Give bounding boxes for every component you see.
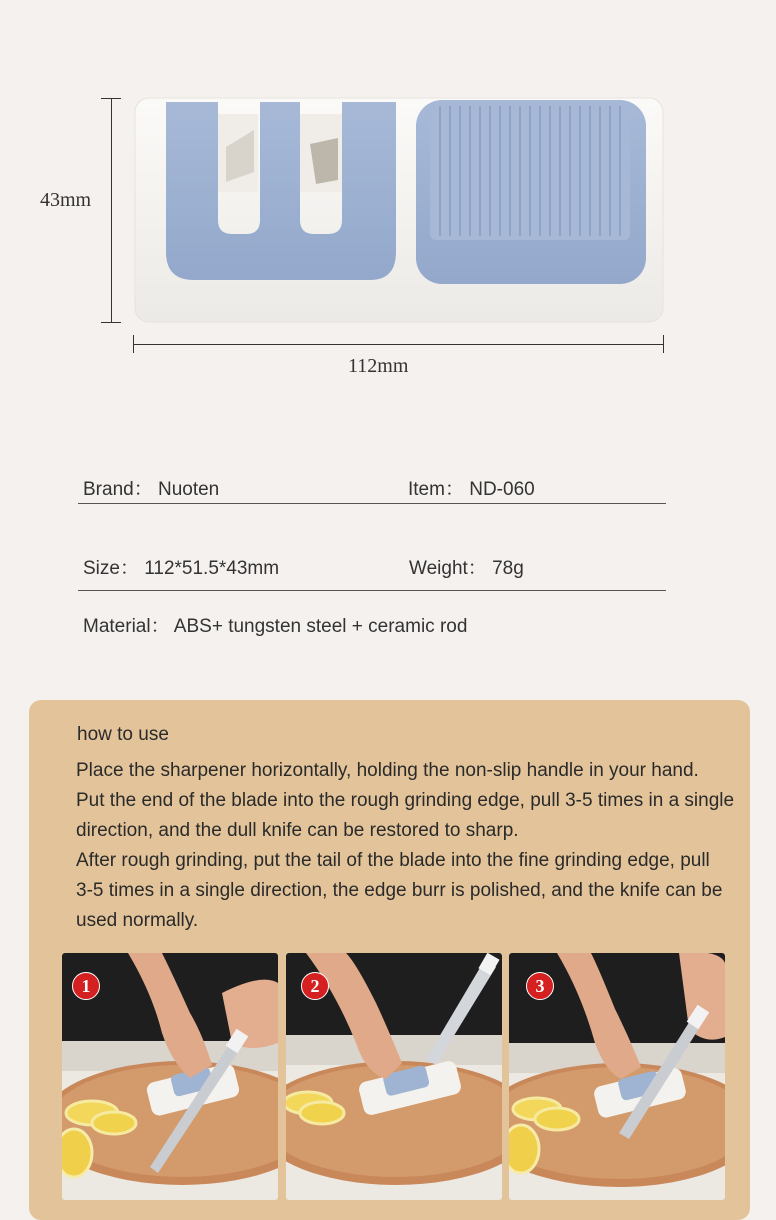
how-to-line: 3-5 times in a single direction, the edge burr is polished, and the knife can be — [76, 880, 723, 901]
spec-item: Item： ND-060 — [408, 479, 535, 500]
sharpener-top-view-image — [130, 92, 670, 328]
width-dimension-tick-right — [663, 335, 664, 353]
step-2-badge: 2 — [301, 972, 329, 1000]
height-dimension-line — [111, 98, 112, 322]
product-diagram — [0, 0, 776, 420]
height-dimension-label: 43mm — [40, 189, 92, 211]
how-to-line: Place the sharpener horizontally, holding the non-slip handle in your hand. — [76, 760, 699, 781]
height-dimension-tick-top — [101, 98, 121, 99]
how-to-line: used normally. — [76, 910, 199, 931]
width-dimension-tick-left — [133, 335, 134, 353]
how-to-line: Put the end of the blade into the rough grinding edge, pull 3-5 times in a single — [76, 790, 735, 811]
spec-divider-1 — [78, 503, 666, 504]
how-to-line: After rough grinding, put the tail of the blade into the fine grinding edge, pull — [76, 850, 710, 871]
width-dimension-label: 112mm — [348, 355, 409, 377]
step-1-badge: 1 — [72, 972, 100, 1000]
spec-material: Material： ABS+ tungsten steel + ceramic rod — [83, 616, 468, 637]
width-dimension-line — [133, 344, 664, 345]
spec-brand: Brand： Nuoten — [83, 479, 220, 500]
step-3-badge: 3 — [526, 972, 554, 1000]
how-to-line: direction, and the dull knife can be restored to sharp. — [76, 820, 519, 841]
height-dimension-tick-bottom — [101, 322, 121, 323]
spec-weight: Weight： 78g — [409, 558, 524, 579]
how-to-use-title: how to use — [77, 724, 169, 745]
spec-size: Size： 112*51.5*43mm — [83, 558, 280, 579]
spec-divider-2 — [78, 590, 666, 591]
